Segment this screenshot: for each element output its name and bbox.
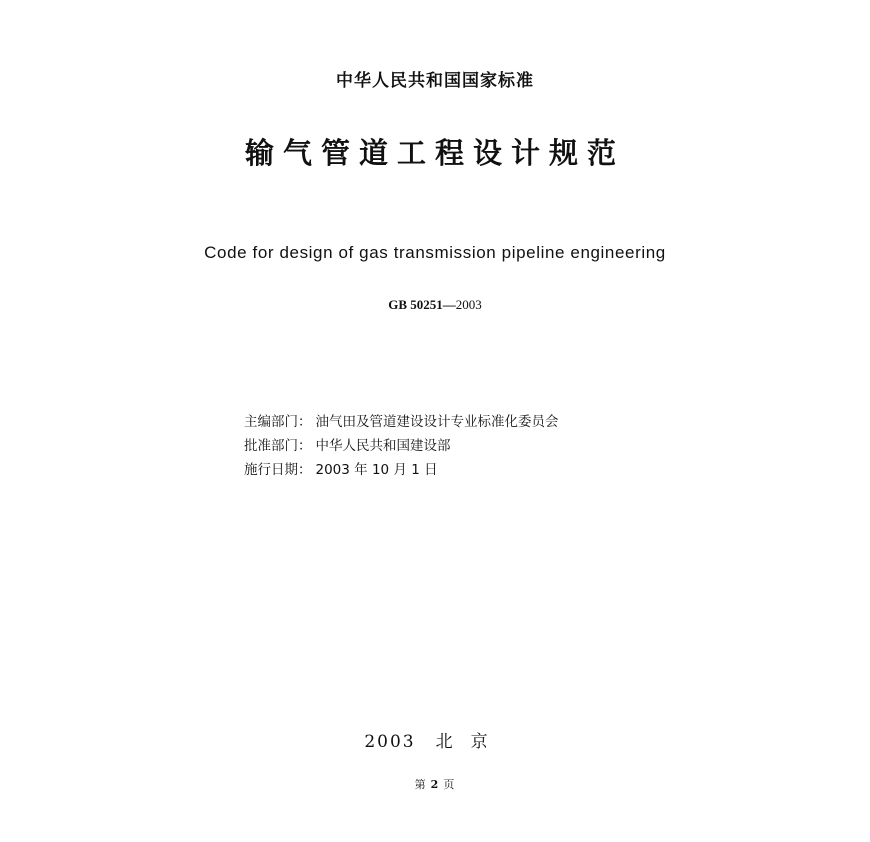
standard-number [0,297,870,313]
page-number-suffix: 页 [443,778,456,791]
standard-year: 2003 [455,297,482,312]
info-value: 2003 年 10 月 1 日 [315,462,438,478]
info-value: 油气田及管道建设设计专业标准化委员会 [315,414,559,430]
page-number [0,776,870,792]
publication-line [0,727,870,752]
page-number-value: 2 [430,778,440,791]
info-label: 批准部门： [244,438,312,454]
page-number-prefix: 第 [414,778,427,791]
info-value: 中华人民共和国建设部 [315,438,451,454]
info-label: 主编部门： [244,414,312,430]
publication-city: 北京 [435,732,506,752]
info-row-effective-date [244,458,559,482]
info-row-editor [244,410,559,434]
standard-chinese-title: 输气管道工程设计规范 [244,136,625,170]
info-label: 施行日期： [244,462,312,478]
info-row-approver [244,434,559,458]
standard-info-block [244,410,559,482]
issuing-authority-title: 中华人民共和国国家标准 [336,71,534,91]
standard-code: GB 50251— [388,297,456,312]
publication-year: 2003 [364,732,416,752]
standard-english-title: Code for design of gas transmission pipeline engineering [204,243,666,262]
